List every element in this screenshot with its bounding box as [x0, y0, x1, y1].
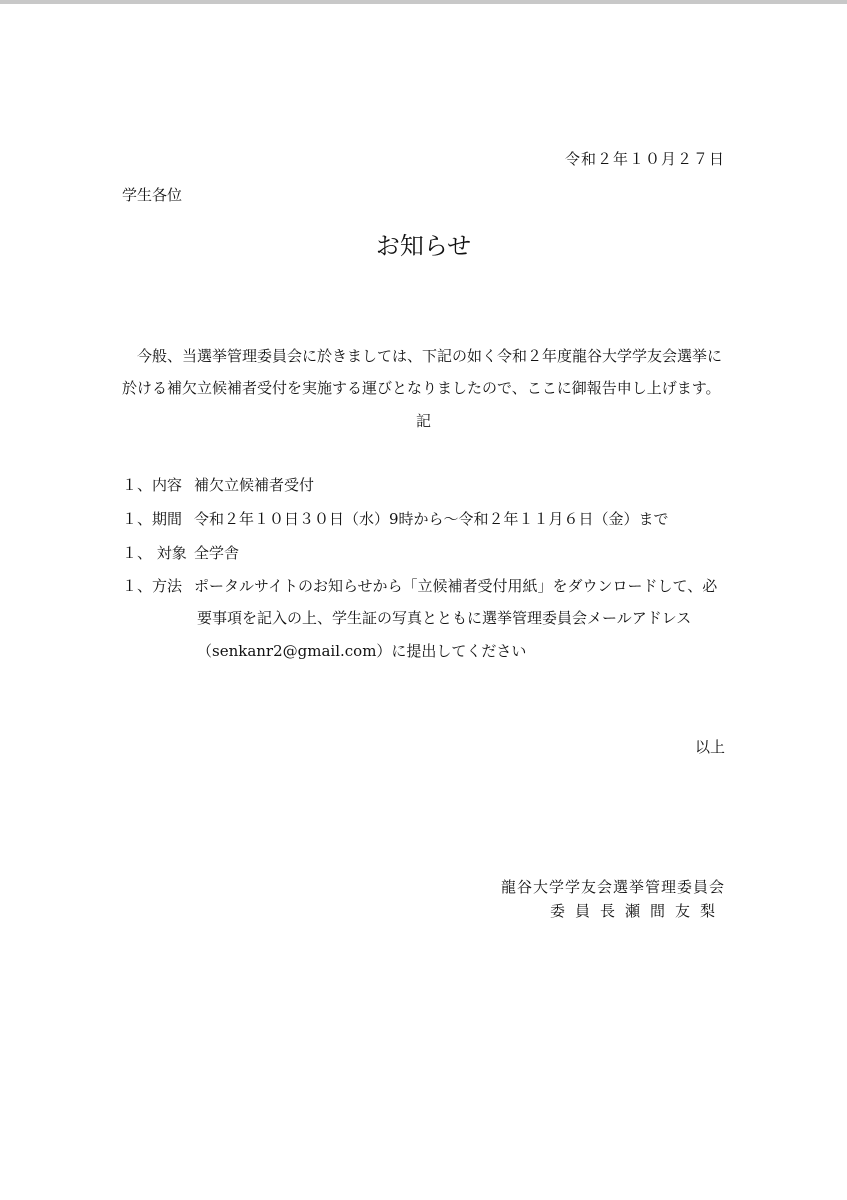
item-content	[122, 474, 314, 495]
item-value: 全学舎	[194, 544, 240, 562]
item-label: １、内容	[122, 476, 183, 494]
top-border	[0, 0, 847, 4]
method-continuation-line: （senkanr2@gmail.com）に提出してください	[197, 642, 527, 660]
item-method	[122, 575, 717, 596]
page-title: お知らせ	[375, 232, 472, 260]
item-label: １、方法	[122, 577, 183, 595]
body-paragraph: 今般、当選挙管理委員会に於きましては、下記の如く令和２年度龍谷大学学友会選挙に於ける補欠立候補者受付を実施する運びとなりましたので、ここに御報告申し上げます。	[122, 347, 723, 397]
item-label: １、期間	[122, 510, 183, 528]
document-date: 令和２年１０月２７日	[564, 150, 725, 168]
addressee: 学生各位	[122, 186, 183, 204]
item-target	[122, 542, 239, 563]
item-value: 令和２年１０日３０日（水）9時から～令和２年１１月６日（金）まで	[194, 510, 669, 528]
ki-heading: 記	[415, 412, 431, 430]
item-period	[122, 508, 669, 529]
item-label: １、 対象	[122, 544, 187, 562]
signature-chair: 委員長瀬間友梨	[549, 902, 725, 920]
closing: 以上	[694, 738, 725, 756]
signature-organization: 龍谷大学学友会選挙管理委員会	[500, 878, 725, 896]
item-value: ポータルサイトのお知らせから「立候補者受付用紙」をダウンロードして、必	[194, 577, 718, 595]
item-value: 補欠立候補者受付	[194, 476, 315, 494]
method-continuation-line: 要事項を記入の上、学生証の写真とともに選挙管理委員会メールアドレス	[197, 609, 692, 627]
